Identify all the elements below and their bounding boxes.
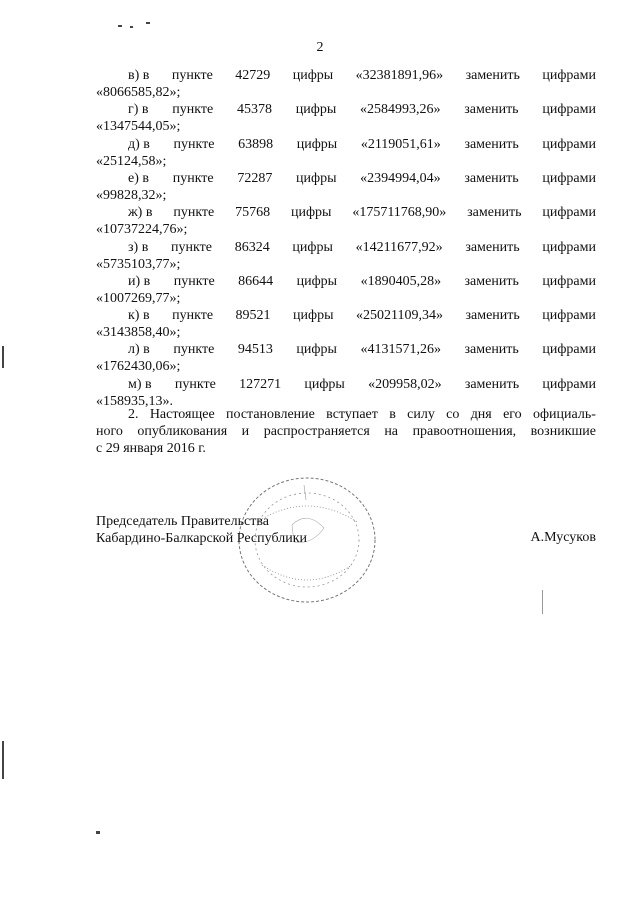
amendment-item xyxy=(96,170,596,204)
amendment-line xyxy=(96,170,596,187)
new-value: «10737224,76»; xyxy=(96,222,188,238)
signatory-name: А.Мусуков xyxy=(530,530,596,545)
item-letter: м) xyxy=(128,376,142,392)
scan-mark xyxy=(130,26,133,28)
paragraph-2-line-2 xyxy=(96,423,596,440)
word-zamenit: заменить xyxy=(465,239,520,255)
word-tsifry: цифры xyxy=(296,273,338,289)
word-tsiframi: цифрами xyxy=(542,342,596,358)
word-tsifry: цифры xyxy=(296,342,337,358)
old-value: «32381891,96» xyxy=(355,68,444,83)
old-value: «175711768,90» xyxy=(352,205,447,221)
word-tsifry: цифры xyxy=(304,376,345,392)
word-tsifry: цифры xyxy=(292,68,334,83)
amendment-item xyxy=(96,204,596,238)
item-letter: л) xyxy=(128,342,140,358)
paragraph-2-line-1 xyxy=(96,406,596,423)
word-v: в xyxy=(141,102,149,118)
word-v: в xyxy=(145,376,152,392)
word-v: в xyxy=(142,308,150,324)
amendment-item xyxy=(96,273,596,307)
amendment-line xyxy=(96,273,596,290)
scan-mark xyxy=(542,590,543,614)
word: в xyxy=(389,407,396,422)
item-number: 75768 xyxy=(235,205,271,221)
old-value: «2584993,26» xyxy=(360,102,441,118)
old-value: «209958,02» xyxy=(368,376,442,392)
word-punkt: пункте xyxy=(173,273,215,289)
amendment-item xyxy=(96,307,596,341)
word: Настоящее xyxy=(149,407,215,422)
word-v: в xyxy=(143,342,150,358)
item-letter: е) xyxy=(128,170,139,186)
word-v: в xyxy=(143,273,151,289)
scan-mark xyxy=(146,22,150,24)
word: со xyxy=(446,407,460,422)
word-zamenit: заменить xyxy=(465,68,520,83)
item-letter: ж) xyxy=(128,205,143,221)
word-zamenit: заменить xyxy=(464,170,519,186)
word-tsiframi: цифрами xyxy=(542,170,596,186)
word-punkt: пункте xyxy=(171,239,212,255)
word-tsiframi: цифрами xyxy=(542,273,596,289)
new-value: «25124,58»; xyxy=(96,153,167,169)
item-label xyxy=(128,170,149,187)
word-tsiframi: цифрами xyxy=(542,308,596,324)
word: ного xyxy=(96,424,123,439)
word: дня xyxy=(470,407,492,422)
item-label xyxy=(128,307,150,324)
amendment-line xyxy=(96,376,596,393)
item-label xyxy=(128,273,150,290)
item-number: 86324 xyxy=(234,239,270,255)
word: возникшие xyxy=(530,424,596,439)
word-v: в xyxy=(145,205,153,221)
item-number: 63898 xyxy=(238,136,274,152)
item-label xyxy=(128,101,149,118)
new-value: «99828,32»; xyxy=(96,187,167,203)
word: опубликования xyxy=(137,424,228,439)
item-number: 42729 xyxy=(235,68,271,83)
item-label xyxy=(128,204,152,221)
word: его xyxy=(503,407,522,422)
word-tsiframi: цифрами xyxy=(542,376,596,392)
word-tsiframi: цифрами xyxy=(542,68,596,83)
word-v: в xyxy=(142,68,150,83)
word-tsiframi: цифрами xyxy=(542,136,596,152)
item-number: 89521 xyxy=(235,308,271,324)
word-v: в xyxy=(141,239,149,255)
word-punkt: пункте xyxy=(172,102,214,118)
word-zamenit: заменить xyxy=(465,308,520,324)
word-zamenit: заменить xyxy=(464,102,519,118)
signature-title-line-2: Кабардино-Балкарской Республики xyxy=(96,531,307,546)
item-letter: к) xyxy=(128,308,140,324)
scan-mark xyxy=(2,741,4,779)
word-zamenit: заменить xyxy=(464,136,519,152)
old-value: «25021109,34» xyxy=(356,308,443,324)
item-label xyxy=(128,239,148,256)
word-tsiframi: цифрами xyxy=(542,205,596,221)
amendment-item xyxy=(96,239,596,273)
old-value: «2394994,04» xyxy=(360,170,441,186)
word-tsifry: цифры xyxy=(292,239,333,255)
amendment-line xyxy=(96,204,596,221)
word-zamenit: заменить xyxy=(464,342,519,358)
signature-title xyxy=(96,513,307,547)
word-tsifry: цифры xyxy=(295,102,337,118)
word: распространяется xyxy=(263,424,370,439)
amendment-item xyxy=(96,67,596,101)
old-value: «4131571,26» xyxy=(360,342,441,358)
amendment-line xyxy=(96,307,596,324)
item-label xyxy=(128,341,150,358)
word-punkt: пункте xyxy=(172,308,214,324)
word: постановление xyxy=(225,407,315,422)
item-number: 72287 xyxy=(237,170,273,186)
old-value: «14211677,92» xyxy=(355,239,443,255)
scan-mark xyxy=(2,346,4,368)
paragraph-2-line-3: с 29 января 2016 г. xyxy=(96,441,206,456)
item-number: 127271 xyxy=(239,376,282,392)
item-letter: г) xyxy=(128,102,139,118)
scan-mark xyxy=(118,25,122,27)
new-value: «1347544,05»; xyxy=(96,119,181,135)
word: официаль- xyxy=(532,407,596,422)
word-zamenit: заменить xyxy=(467,205,522,221)
word-v: в xyxy=(143,136,150,152)
item-letter: и) xyxy=(128,273,141,289)
word-tsifry: цифры xyxy=(293,308,334,324)
word-punkt: пункте xyxy=(173,136,215,152)
word: правоотношения, xyxy=(412,424,517,439)
item-number: 86644 xyxy=(238,273,274,289)
amendment-item xyxy=(96,101,596,135)
item-letter: в) xyxy=(128,68,140,83)
item-letter: д) xyxy=(128,136,140,152)
new-value: «3143858,40»; xyxy=(96,325,181,341)
scan-mark xyxy=(96,831,100,834)
word-punkt: пункте xyxy=(171,68,213,83)
word: 2. xyxy=(128,407,139,422)
item-label xyxy=(128,136,150,153)
word-tsiframi: цифрами xyxy=(542,102,596,118)
word: вступает xyxy=(326,407,378,422)
new-value: «158935,13». xyxy=(96,393,173,409)
old-value: «1890405,28» xyxy=(360,273,442,289)
amendment-item xyxy=(96,376,596,410)
amendment-item xyxy=(96,341,596,375)
item-number: 45378 xyxy=(237,102,272,118)
new-value: «8066585,82»; xyxy=(96,85,181,100)
amendment-line xyxy=(96,67,596,84)
amendment-line xyxy=(96,341,596,358)
word: на xyxy=(384,424,399,439)
item-label xyxy=(128,376,152,393)
old-value: «2119051,61» xyxy=(360,136,441,152)
word-tsifry: цифры xyxy=(296,170,337,186)
new-value: «1007269,77»; xyxy=(96,290,181,306)
word-tsifry: цифры xyxy=(290,205,332,221)
amendment-line xyxy=(96,239,596,256)
word-punkt: пункте xyxy=(173,205,215,221)
amendment-line xyxy=(96,136,596,153)
word-punkt: пункте xyxy=(174,376,216,392)
new-value: «5735103,77»; xyxy=(96,256,181,272)
page-number: 2 xyxy=(316,40,324,55)
item-label xyxy=(128,67,149,84)
word-punkt: пункте xyxy=(172,170,214,186)
item-letter: з) xyxy=(128,239,139,255)
paragraph-2 xyxy=(96,406,596,457)
word-zamenit: заменить xyxy=(464,376,520,392)
word-tsiframi: цифрами xyxy=(542,239,596,255)
word-v: в xyxy=(142,170,150,186)
signature-title-line-1: Председатель Правительства xyxy=(96,514,269,529)
word-zamenit: заменить xyxy=(464,273,519,289)
item-number: 94513 xyxy=(237,342,273,358)
word: и xyxy=(241,424,250,439)
word-tsifry: цифры xyxy=(296,136,338,152)
amendment-item xyxy=(96,136,596,170)
word: силу xyxy=(407,407,435,422)
word-punkt: пункте xyxy=(173,342,215,358)
amendment-line xyxy=(96,101,596,118)
new-value: «1762430,06»; xyxy=(96,359,181,375)
